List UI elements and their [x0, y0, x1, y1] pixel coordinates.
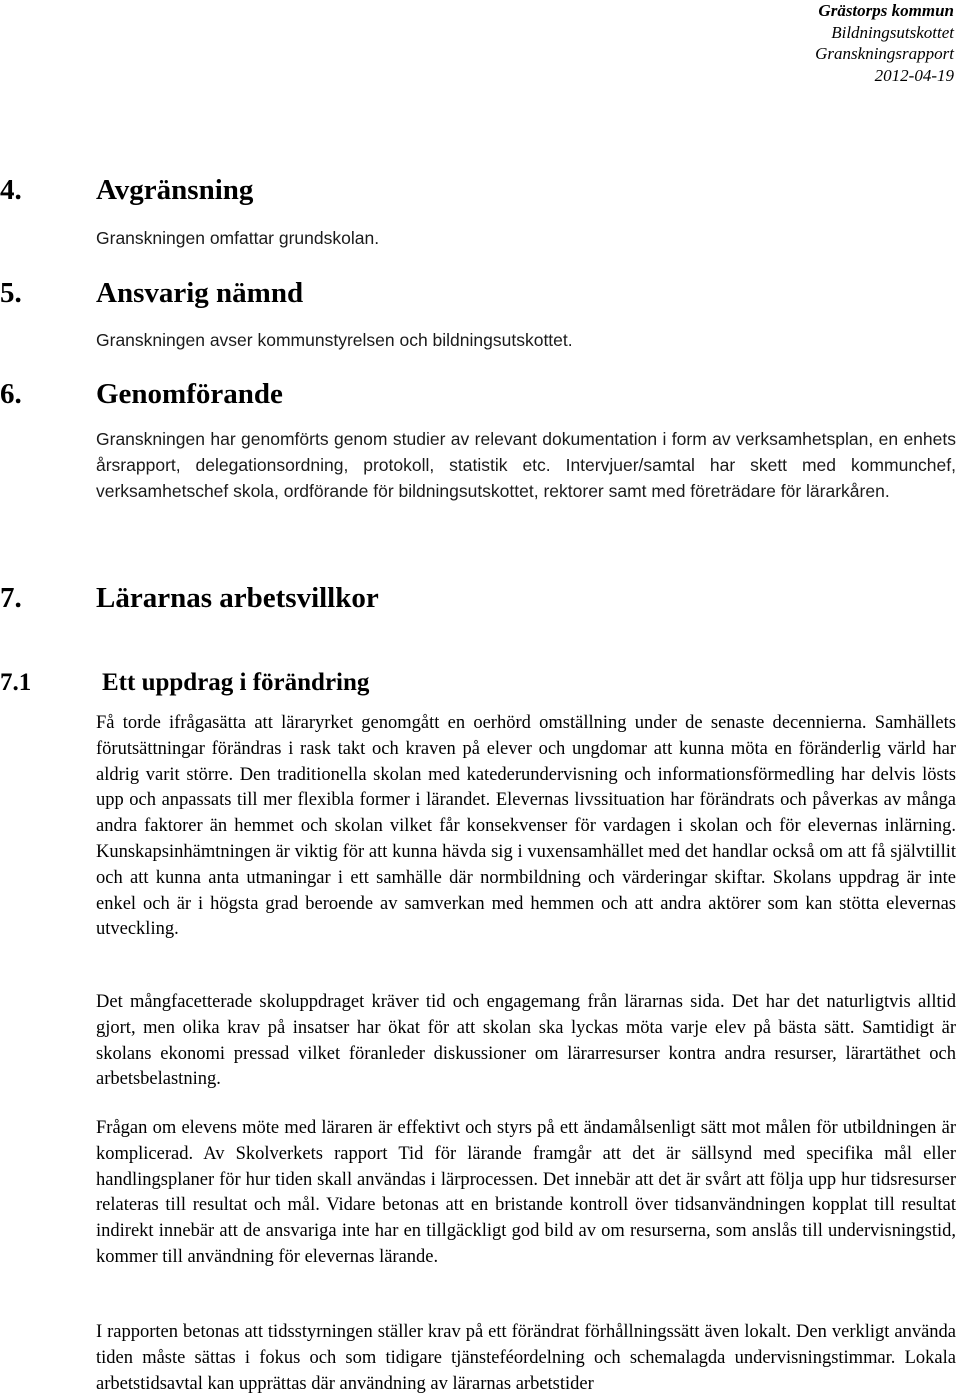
section-4-text: Granskningen omfattar grundskolan. [96, 228, 380, 248]
header-document-type: Granskningsrapport [815, 44, 954, 63]
section-7-1-number: 7.1 [0, 669, 32, 696]
header-committee: Bildningsutskottet [831, 22, 954, 42]
section-7-number: 7. [0, 582, 22, 614]
section-5-number: 5. [0, 277, 22, 309]
paragraph-7-1-3: Frågan om elevens möte med läraren är effektivt och styrs på ett ändamålsenligt sätt mot målen för utbildningen är komplicerad. Av Skolverkets rapport Tid för lärande framgår att det är sällsynd med specifika mål eller handlingsplaner för hur tiden skall användas i lärprocessen. Det innebär att det är svårt att följa upp hur tidsresurser relateras till resultat och mål. Vidare betonas att en bristande kontroll över tidsanvändningen kopplat till resultat indirekt innebär att de ansvariga inte har en tillgäckligt god bild av om resurserna, som anslås till undervisningstid, kommer till användning för elevernas lärande. [96, 1118, 956, 1267]
section-6-title: Genomförande [96, 378, 283, 410]
section-5-text: Granskningen avser kommunstyrelsen och bildningsutskottet. [96, 330, 573, 350]
header-date: 2012-04-19 [874, 65, 954, 85]
paragraph-7-1-4: I rapporten betonas att tidsstyrningen ställer krav på ett förändrat förhållningssätt även lokalt. Den verkligt använda tiden måste sättas i fokus och som tidigare tjänsteféordelning och schemalagda undervisningstimmar. Lokala arbetstidsavtal kan upprättas där användning av lärarnas arbetstider [96, 1322, 956, 1394]
header-organization: Grästorps kommun [818, 1, 954, 20]
document-header [815, 0, 954, 86]
section-7-title: Lärarnas arbetsvillkor [96, 582, 379, 614]
paragraph-7-1-1: Få torde ifrågasätta att läraryrket genomgått en oerhörd omställning under de senaste decennierna. Samhällets förutsättningar förändras i rask takt och kraven på elever och ungdomar att kunna möta en föränderlig värld har aldrig varit större. Den traditionella skolan med katederundervisning och informationsförmedling har delvis lösts upp och anpassats till mer flexibla former i lärandet. Elevernas livssituation har förändrats och påverkas av många andra faktorer än hemmet och skolan vilket får konsekvenser för vardagen i skolan och för elevernas inlärning. Kunskapsinhämtningen är viktig för att kunna hävda sig i vuxensamhället med det handlar också om att få självtillit och att kunna anta utmaningar i ett samhälle där normbildning och värderingar skiftar. Skolans uppdrag är inte enkel och är i högsta grad beroende av samverkan med hemmen och att andra aktörer som kan stötta elevernas utveckling. [96, 713, 956, 940]
paragraph-7-1-2: Det mångfacetterade skoluppdraget kräver tid och engagemang från lärarnas sida. Det har det naturligtvis alltid gjort, men olika krav på insatser har ökat för att skolan ska lyckas möta varje elev på bästa sätt. Samtidigt är skolans ekonomi pressad vilket föranleder diskussioner om lärarresurser kontra andra resurser, lärartäthet och arbetsbelastning. [96, 992, 956, 1090]
section-4-title: Avgränsning [96, 174, 254, 206]
section-4-number: 4. [0, 174, 22, 206]
section-5-title: Ansvarig nämnd [96, 277, 304, 309]
section-6-text: Granskningen har genomförts genom studier av relevant dokumentation i form av verksamhetsplan, en enhets årsrapport, delegationsordning, protokoll, statistik etc. Intervjuer/samtal har skett med kommunchef, verksamhetschef skola, ordförande för bildningsutskottet, rektorer samt med företrädare för lärarkåren. [96, 429, 956, 501]
section-6-number: 6. [0, 378, 22, 410]
section-7-1-title: Ett uppdrag i förändring [102, 669, 370, 696]
